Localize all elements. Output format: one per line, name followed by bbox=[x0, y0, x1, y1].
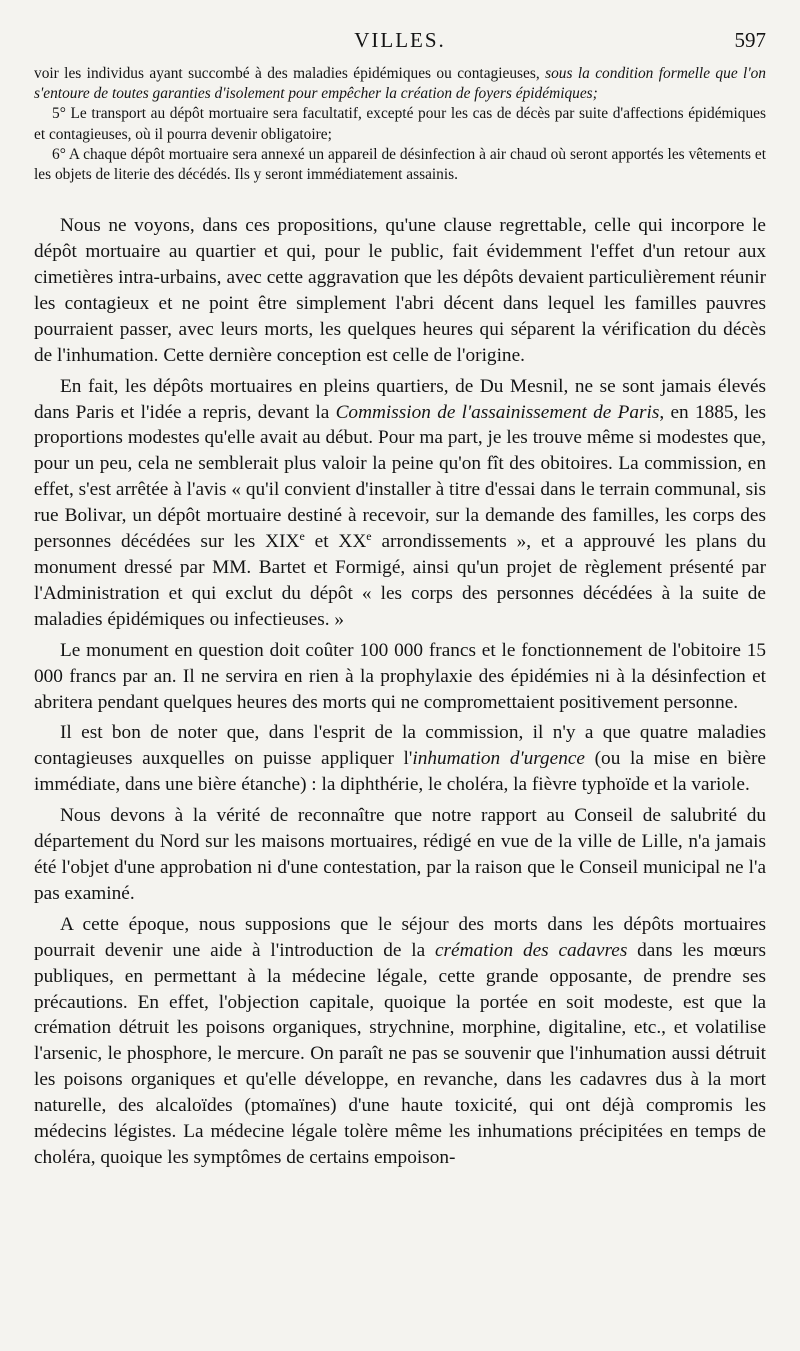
text-run: A cette époque, nous supposions que le séjour des morts dans les dépôts mortuaires pourrait devenir une aide à l'introduction de la bbox=[34, 913, 766, 961]
text-run: et XX bbox=[304, 531, 367, 553]
body-text bbox=[34, 213, 766, 1171]
italic-run: Commission de l'assainissement de Paris bbox=[335, 401, 660, 423]
text-run: dans les mœurs publiques, en permettant à la médecine légale, cette grande opposante, de prendre ses précautions. En effet, l'objection capitale, quoique la portée en soit modeste, est que la crémation détruit les poisons organiques, strychnine, morphine, digitaline, etc., et volatilise l'arsenic, le phosphore, le mercure. On paraît ne pas se souvenir que l'inhumation aussi détruit les poisons organiques et qu'elle développe, en revanche, dans les cadavres dus à la mort naturelle, des alcaloïdes (ptomaïnes) d'une haute toxicité, qui ont déjà compromis les médecins légistes. La médecine légale tolère même les inhumations précipitées en temps de choléra, quoique les symptômes de certains empoison- bbox=[34, 939, 766, 1168]
paragraph-6 bbox=[34, 912, 766, 1171]
running-head bbox=[34, 28, 766, 54]
text-run: Il est bon de noter que, dans l'esprit de la commission, il n'y a que quatre maladies contagieuses auxquelles on puisse appliquer l' bbox=[34, 722, 766, 770]
italic-run: sous la condition formelle que l'on s'entoure de toutes garanties d'isolement pour empêcher la création de foyers épidémiques; bbox=[34, 65, 767, 103]
running-title: VILLES. bbox=[354, 28, 446, 52]
regulation-item-continuation bbox=[34, 64, 766, 104]
page-number: 597 bbox=[734, 28, 766, 52]
regulation-item-6: 6° A chaque dépôt mortuaire sera annexé un appareil de désinfection à air chaud où seront apportés les vêtements et les objets de literie des décédés. Ils y seront immédiatement assainis. bbox=[34, 145, 766, 184]
text-run: En fait, les dépôts mortuaires en pleins quartiers, de Du Mesnil, ne se sont jamais élevés dans Paris et l'idée a repris, devant la bbox=[34, 375, 766, 423]
paragraph-4 bbox=[34, 720, 766, 798]
text-run: voir les individus ayant succombé à des maladies épidémiques ou contagieuses, bbox=[34, 65, 546, 82]
paragraph-5: Nous devons à la vérité de reconnaître que notre rapport au Conseil de salubrité du département du Nord sur les maisons mortuaires, rédigé en vue de la ville de Lille, n'a jamais été l'objet d'une approbation ni d'une contestation, par la raison que le Conseil municipal ne l'a pas examiné. bbox=[34, 805, 766, 904]
text-run: arrondissements », et a approuvé les plans du monument dressé par MM. Bartet et Formigé, ainsi qu'un projet de règlement présenté par l'Administration et qui exclut du dépôt « les corps des personnes décédées à la suite de maladies épidémiques ou infectieuses. » bbox=[34, 531, 767, 630]
italic-run: inhumation d'urgence bbox=[412, 748, 585, 770]
paragraph-1: Nous ne voyons, dans ces propositions, qu'une clause regrettable, celle qui incorpore le dépôt mortuaire au quartier et qui, pour le public, fait évidemment l'effet d'un retour aux cimetières intra-urbains, avec cette aggravation que les dépôts devaient particulièrement réunir les contagieux et ne point être simplement l'abri décent dans lequel les familles pauvres pourraient passer, avec leurs morts, les quelques heures qui séparent la vérification du décès de l'inhumation. Cette dernière conception est celle de l'origine. bbox=[34, 215, 766, 366]
text-run: (ou la mise en bière immédiate, dans une bière étanche) : la diphthérie, le choléra, la fièvre typhoïde et la variole. bbox=[34, 748, 766, 796]
regulation-item-5: 5° Le transport au dépôt mortuaire sera facultatif, excepté pour les cas de décès par suite d'affections épidémiques et contagieuses, où il pourra devenir obligatoire; bbox=[34, 105, 766, 143]
superscript: e bbox=[366, 528, 372, 543]
regulation-excerpt bbox=[34, 64, 766, 185]
italic-run: crémation des cadavres bbox=[434, 939, 628, 961]
superscript: e bbox=[299, 528, 305, 543]
paragraph-3: Le monument en question doit coûter 100 000 francs et le fonctionnement de l'obitoire 15 000 francs par an. Il ne servira en rien à la prophylaxie des épidémies ni à la désinfection et abritera pendant quelques heures des morts qui ne compromettaient positivement personne. bbox=[34, 639, 766, 713]
text-run: , en 1885, les proportions modestes qu'elle avait au début. Pour ma part, je les trouve même si modestes que, pour un peu, cela ne semblerait plus valoir la peine qu'on fît des obitoires. La commission, en effet, s'est arrêtée à l'avis « qu'il convient d'installer à titre d'essai dans le terrain communal, sis rue Bolivar, un dépôt mortuaire destiné à recevoir, sur la demande des familles, les corps des personnes décédées sur les XIX bbox=[34, 401, 767, 553]
paragraph-2 bbox=[34, 374, 766, 633]
